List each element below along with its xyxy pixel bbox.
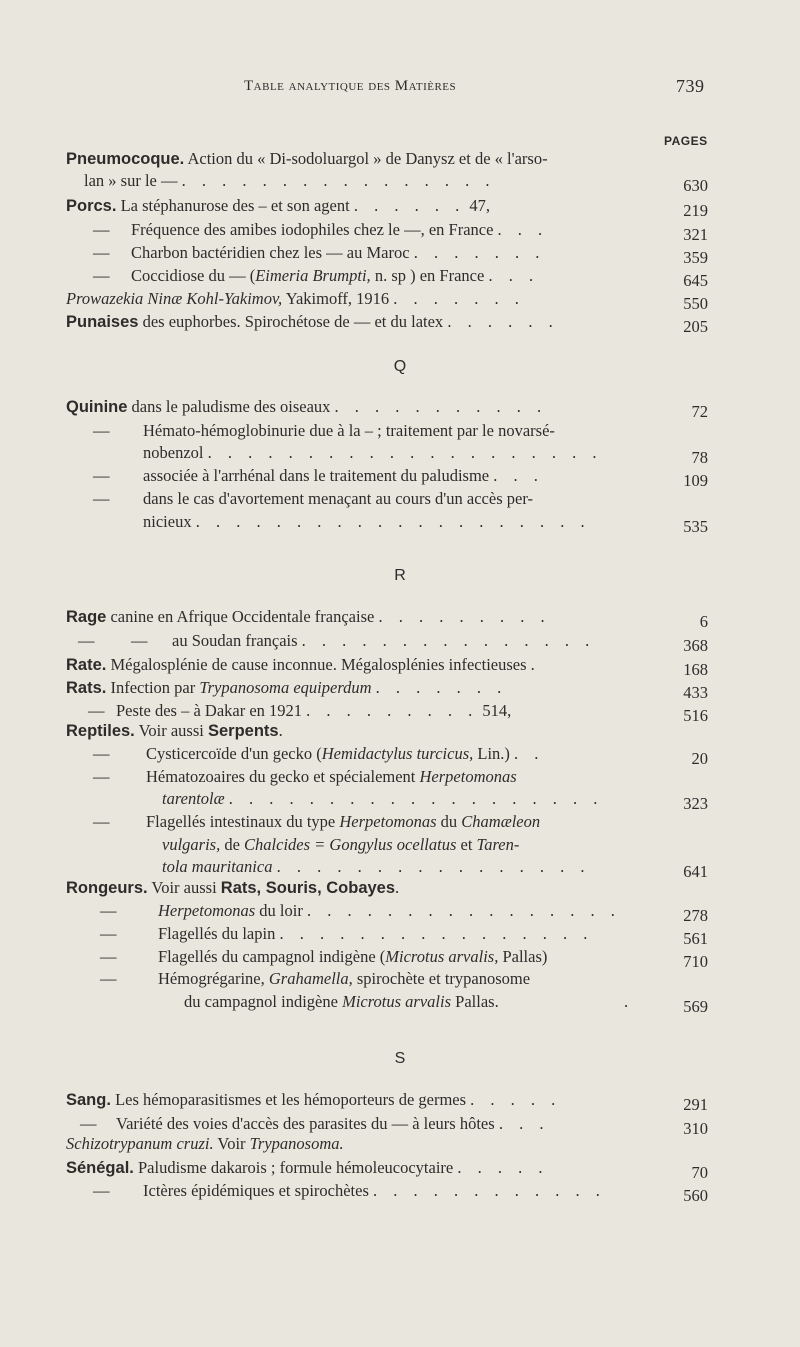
index-entry <box>0 242 800 267</box>
entry-headword: Sénégal. <box>66 1159 134 1177</box>
entry-taxon: Microtus arvalis <box>342 992 452 1011</box>
index-entry <box>0 811 800 833</box>
entry-headword: Rongeurs. <box>66 879 148 897</box>
leader-dots: . . . <box>488 266 540 285</box>
index-entry <box>0 219 800 244</box>
leader-dots: . . . . . . . . . <box>306 701 479 720</box>
entry-taxon: Herpetomonas <box>419 767 517 786</box>
index-entry <box>0 1180 800 1205</box>
entry-text: Yakimoff, 1916 <box>282 289 390 308</box>
entry-taxon: Trypanosoma. <box>249 1134 344 1153</box>
entry-text: Ictères épidémiques et spirochètes <box>143 1181 369 1200</box>
entry-headword: Rage <box>66 608 107 626</box>
entry-page: 6 <box>699 612 708 631</box>
entry-page: 323 <box>683 794 708 813</box>
entry-crossref: Rats, Souris, Cobayes <box>220 879 396 897</box>
entry-headword: Schizotrypanum cruzi. <box>66 1134 214 1153</box>
entry-page: 560 <box>683 1186 708 1205</box>
leader-dots: . . . . . . . . . . . . . . . . <box>181 171 496 190</box>
entry-taxon: Hemidactylus turcicus, <box>321 744 474 763</box>
index-entry <box>0 265 800 290</box>
entry-text: et <box>456 835 477 854</box>
entry-text: . <box>278 721 283 740</box>
leader-dots: . . . . . <box>457 1158 549 1177</box>
index-entry <box>0 1157 800 1182</box>
leader-dots: . . . . . <box>470 1090 562 1109</box>
entry-text: Voir aussi <box>134 721 208 740</box>
entry-page: 550 <box>683 294 708 313</box>
leader-dots: . . . . . . . . . . . . . . . <box>301 631 596 650</box>
entry-dash: — <box>78 631 95 650</box>
entry-text: Pallas) <box>498 947 548 966</box>
entry-dash: — <box>100 901 117 920</box>
entry-text: des euphorbes. Spirochétose de — et du latex <box>138 312 444 331</box>
entry-text: Flagellés du campagnol indigène ( <box>158 947 386 966</box>
entry-page: 645 <box>683 271 708 290</box>
entry-page: 78 <box>691 448 708 467</box>
entry-dash: — <box>88 701 105 720</box>
entry-taxon: Microtus arvalis, <box>385 947 499 966</box>
entry-headword: Pneumocoque. <box>66 150 185 168</box>
entry-text: Fréquence des amibes iodophiles chez le —, en France <box>131 220 494 239</box>
entry-taxon: tarentolæ <box>162 789 225 808</box>
leader-dots: . . . <box>497 220 549 239</box>
entry-text: Paludisme dakarois ; formule hémoleucocytaire <box>133 1158 454 1177</box>
index-entry <box>0 946 800 971</box>
entry-page: 514, <box>482 701 512 720</box>
entry-text: Hématozoaires du gecko et spécialement <box>146 767 420 786</box>
entry-headword: Rats. <box>66 679 107 697</box>
index-entry <box>0 288 800 313</box>
index-entry <box>0 991 800 1016</box>
entry-text: nicieux <box>143 512 192 531</box>
entry-text: Les hémoparasitismes et les hémoporteurs de germes <box>110 1090 467 1109</box>
entry-taxon: Eimeria Brumpti, <box>255 266 371 285</box>
index-entry <box>0 1133 800 1155</box>
entry-text: Variété des voies d'accès des parasites du — à leurs hôtes <box>116 1114 495 1133</box>
leader-dots: . . . . . . . <box>375 678 508 697</box>
entry-taxon: Herpetomonas <box>158 901 256 920</box>
entry-text: Voir aussi <box>147 878 221 897</box>
entry-text: Voir <box>213 1134 250 1153</box>
entry-taxon: Chalcides = Gongylus ocellatus <box>244 835 457 854</box>
entry-headword: Sang. <box>66 1091 111 1109</box>
entry-page: 70 <box>691 1163 708 1182</box>
section-letter-s: S <box>394 1050 406 1067</box>
entry-dash: — <box>93 1181 110 1200</box>
entry-taxon: Taren- <box>476 835 520 854</box>
entry-page: 219 <box>683 201 708 220</box>
index-entry <box>0 465 800 490</box>
entry-text: La stéphanurose des – et son agent <box>116 196 350 215</box>
entry-text: Cysticercoïde d'un gecko ( <box>146 744 322 763</box>
entry-text: canine en Afrique Occidentale française <box>106 607 375 626</box>
index-entry <box>0 788 800 813</box>
entry-headword: Reptiles. <box>66 722 135 740</box>
leader-dots: . . . . . . . . . . . . . . . . . . . . <box>207 443 603 462</box>
entry-text: du <box>436 812 462 831</box>
pages-column-label: PAGES <box>664 134 708 148</box>
entry-dash: — <box>93 812 110 831</box>
entry-page: 569 <box>683 997 708 1016</box>
entry-text: dans le cas d'avortement menaçant au cours d'un accès per- <box>143 489 533 508</box>
leader-dots: . . . . . . . . . . . . . . . . . . . . <box>195 512 591 531</box>
leader-dots: . . . . . . . . . . . . . . . . <box>276 857 591 876</box>
entry-dash: — <box>93 220 110 239</box>
entry-text: du campagnol indigène <box>184 992 343 1011</box>
entry-text: au Soudan français <box>172 631 298 650</box>
entry-page: 109 <box>683 471 708 490</box>
entry-text: Hémogrégarine, <box>158 969 269 988</box>
entry-dash: — <box>100 969 117 988</box>
entry-page: 516 <box>683 706 708 725</box>
entry-text: du loir <box>255 901 303 920</box>
index-entry <box>0 1113 800 1138</box>
index-entry <box>0 396 800 421</box>
index-entry <box>0 1089 800 1114</box>
entry-page: 368 <box>683 636 708 655</box>
entry-page: 278 <box>683 906 708 925</box>
entry-page: 433 <box>683 683 708 702</box>
entry-text: Peste des – à Dakar en 1921 <box>116 701 303 720</box>
entry-dash: — <box>93 466 110 485</box>
leader-dots: . . . . . . . . . . . <box>334 397 548 416</box>
entry-page: 47, <box>469 196 490 215</box>
entry-taxon: Herpetomonas <box>339 812 437 831</box>
entry-text: lan » sur le — <box>84 171 178 190</box>
entry-page: 20 <box>691 749 708 768</box>
leader-dots: . . . . . . <box>447 312 559 331</box>
entry-page: 359 <box>683 248 708 267</box>
index-entry <box>0 766 800 788</box>
leader-dots: . . . . . . . <box>393 289 525 308</box>
index-entry <box>0 311 800 336</box>
entry-dash: — <box>93 744 110 763</box>
entry-text: de <box>220 835 245 854</box>
entry-dash: — <box>93 243 110 262</box>
entry-page: 535 <box>683 517 708 536</box>
entry-dash: — <box>93 266 110 285</box>
entry-page: 321 <box>683 225 708 244</box>
entry-text: Infection par <box>106 678 200 697</box>
entry-text: nobenzol <box>143 443 204 462</box>
index-entry <box>0 654 800 679</box>
leader-dots: . . . . . . . . . . . . <box>373 1181 606 1200</box>
index-entry <box>0 834 800 856</box>
entry-dash: — <box>93 489 110 508</box>
index-entry <box>0 877 800 899</box>
entry-page: 561 <box>683 929 708 948</box>
index-entry <box>0 195 800 220</box>
index-entry <box>0 700 800 725</box>
entry-page: 205 <box>683 317 708 336</box>
entry-text: Action du « Di-sodoluargol » de Danysz et de « l'arso- <box>184 149 548 168</box>
entry-crossref: Serpents <box>207 722 279 740</box>
entry-page: 168 <box>683 660 708 679</box>
index-entry <box>0 488 800 510</box>
index-entry <box>0 720 800 742</box>
entry-dash: — <box>80 1114 97 1133</box>
index-entry <box>0 511 800 536</box>
index-entry <box>0 900 800 925</box>
leader-dots: . <box>530 655 541 674</box>
page-number: 739 <box>676 76 705 96</box>
entry-dash: — <box>131 631 148 650</box>
entry-page: 310 <box>683 1119 708 1138</box>
entry-taxon: vulgaris, <box>162 835 221 854</box>
entry-taxon: tola mauritanica <box>162 857 273 876</box>
entry-text: Lin.) <box>473 744 510 763</box>
leader-dots: . . . . . . . . . . . . . . . . <box>279 924 594 943</box>
entry-text: associée à l'arrhénal dans le traitement du paludisme <box>143 466 490 485</box>
entry-text: spirochète et trypanosome <box>352 969 531 988</box>
index-entry <box>0 923 800 948</box>
entry-taxon: Chamæleon <box>461 812 541 831</box>
leader-dots: . . <box>514 744 545 763</box>
entry-page: 72 <box>691 402 708 421</box>
leader-dots: . . . . . . . . . . . . . . . . <box>306 901 621 920</box>
leader-dots: . . . . . . . . . <box>378 607 551 626</box>
index-entry <box>0 677 800 702</box>
entry-dash: — <box>93 421 110 440</box>
leader-dots: . . . <box>498 1114 550 1133</box>
entry-page: 710 <box>683 952 708 971</box>
entry-dash: — <box>93 767 110 786</box>
index-entry <box>0 420 800 442</box>
entry-text: Mégalosplénie de cause inconnue. Mégalosplénies infectieuses <box>106 655 527 674</box>
index-entry <box>0 968 800 990</box>
leader-dots: . . . . . . . . . . . . . . . . . . . <box>228 789 604 808</box>
leader-dots: . . . . . . <box>353 196 466 215</box>
leader-dots: . . . <box>493 466 544 485</box>
leader-dots: . <box>624 992 629 1011</box>
entry-headword: Punaises <box>66 313 139 331</box>
index-entry <box>0 170 800 195</box>
index-entry <box>0 743 800 768</box>
entry-text: Charbon bactéridien chez les — au Maroc <box>131 243 410 262</box>
entry-text: Coccidiose du — ( <box>131 266 256 285</box>
section-letter-r: R <box>394 567 406 584</box>
entry-text: Flagellés du lapin <box>158 924 276 943</box>
entry-text: Hémato-hémoglobinurie due à la – ; traitement par le novarsé- <box>143 421 555 440</box>
running-title: Table analytique des Matières <box>244 78 457 94</box>
entry-headword: Prowazekia Ninæ Kohl-Yakimov, <box>66 289 283 308</box>
entry-taxon: Grahamella, <box>268 969 353 988</box>
section-letter-q: Q <box>393 358 407 375</box>
entry-dash: — <box>100 924 117 943</box>
index-entry <box>0 630 800 655</box>
entry-headword: Porcs. <box>66 197 117 215</box>
index-entry <box>0 606 800 631</box>
entry-taxon: Trypanosoma equiperdum <box>199 678 372 697</box>
index-entry <box>0 148 800 170</box>
entry-text: dans le paludisme des oiseaux <box>127 397 331 416</box>
entry-text: Flagellés intestinaux du type <box>146 812 340 831</box>
entry-page: 630 <box>683 176 708 195</box>
entry-dash: — <box>100 947 117 966</box>
entry-text: . <box>395 878 400 897</box>
index-entry <box>0 442 800 467</box>
leader-dots: . . . . . . . <box>413 243 546 262</box>
entry-headword: Rate. <box>66 656 107 674</box>
entry-text: n. sp ) en France <box>370 266 485 285</box>
entry-text: Pallas. <box>451 992 499 1011</box>
entry-page: 641 <box>683 862 708 881</box>
entry-page: 291 <box>683 1095 708 1114</box>
entry-headword: Quinine <box>66 398 128 416</box>
index-entry <box>0 856 800 881</box>
